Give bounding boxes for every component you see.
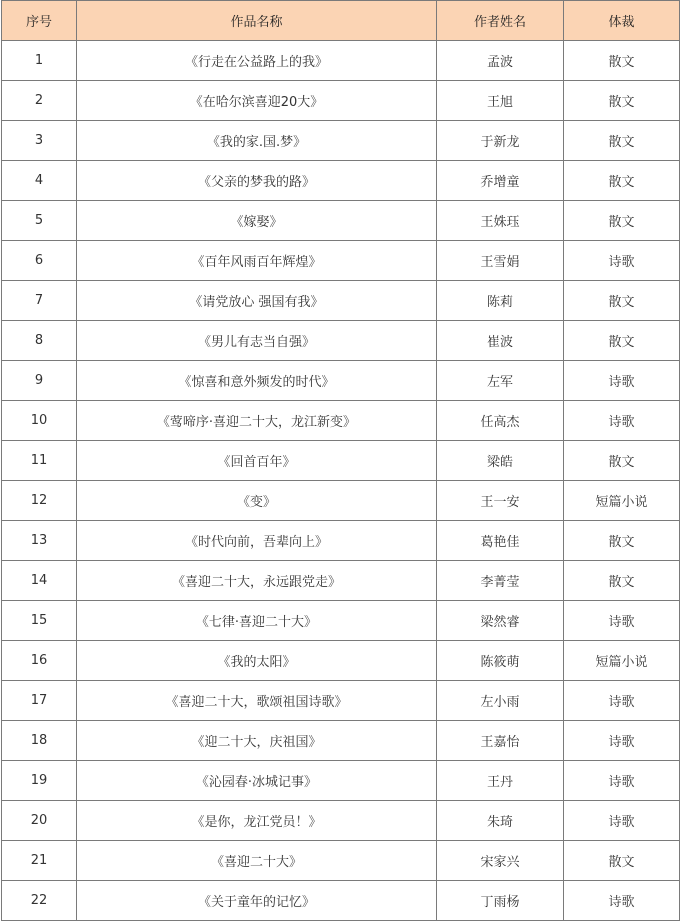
- table-row: [2, 481, 680, 521]
- cell-index: 5: [2, 201, 77, 241]
- table-row: [2, 161, 680, 201]
- cell-title: 《男儿有志当自强》: [77, 321, 437, 361]
- cell-index: 11: [2, 441, 77, 481]
- cell-genre: 诗歌: [564, 401, 680, 441]
- cell-genre: 诗歌: [564, 801, 680, 841]
- cell-title: 《沁园春·冰城记事》: [77, 761, 437, 801]
- cell-genre: 诗歌: [564, 601, 680, 641]
- table-row: [2, 241, 680, 281]
- cell-genre: 诗歌: [564, 361, 680, 401]
- table-row: [2, 121, 680, 161]
- header-genre: 体裁: [564, 1, 680, 41]
- cell-title: 《请党放心 强国有我》: [77, 281, 437, 321]
- cell-index: 6: [2, 241, 77, 281]
- cell-author: 陈筱萌: [437, 641, 564, 681]
- cell-title: 《变》: [77, 481, 437, 521]
- cell-title: 《行走在公益路上的我》: [77, 41, 437, 81]
- cell-author: 王雪娟: [437, 241, 564, 281]
- cell-index: 13: [2, 521, 77, 561]
- cell-index: 19: [2, 761, 77, 801]
- cell-author: 乔增童: [437, 161, 564, 201]
- cell-index: 4: [2, 161, 77, 201]
- cell-author: 王旭: [437, 81, 564, 121]
- cell-index: 14: [2, 561, 77, 601]
- cell-index: 2: [2, 81, 77, 121]
- cell-title: 《是你，龙江党员！》: [77, 801, 437, 841]
- cell-index: 10: [2, 401, 77, 441]
- cell-genre: 散文: [564, 521, 680, 561]
- header-row: [2, 1, 680, 41]
- cell-title: 《我的太阳》: [77, 641, 437, 681]
- cell-title: 《在哈尔滨喜迎20大》: [77, 81, 437, 121]
- cell-index: 1: [2, 41, 77, 81]
- cell-title: 《关于童年的记忆》: [77, 881, 437, 921]
- cell-title: 《七律·喜迎二十大》: [77, 601, 437, 641]
- table-row: [2, 761, 680, 801]
- cell-author: 左小雨: [437, 681, 564, 721]
- table-row: [2, 881, 680, 921]
- cell-index: 22: [2, 881, 77, 921]
- cell-index: 21: [2, 841, 77, 881]
- cell-genre: 诗歌: [564, 721, 680, 761]
- cell-index: 3: [2, 121, 77, 161]
- cell-title: 《我的家.国.梦》: [77, 121, 437, 161]
- table-row: [2, 801, 680, 841]
- cell-genre: 散文: [564, 441, 680, 481]
- cell-index: 9: [2, 361, 77, 401]
- cell-index: 7: [2, 281, 77, 321]
- cell-title: 《喜迎二十大，歌颂祖国诗歌》: [77, 681, 437, 721]
- header-index: 序号: [2, 1, 77, 41]
- header-title: 作品名称: [77, 1, 437, 41]
- table-row: [2, 81, 680, 121]
- table-row: [2, 601, 680, 641]
- cell-title: 《喜迎二十大，永远跟党走》: [77, 561, 437, 601]
- cell-genre: 诗歌: [564, 681, 680, 721]
- cell-author: 王姝珏: [437, 201, 564, 241]
- cell-title: 《回首百年》: [77, 441, 437, 481]
- cell-author: 丁雨杨: [437, 881, 564, 921]
- cell-genre: 散文: [564, 841, 680, 881]
- cell-genre: 散文: [564, 161, 680, 201]
- header-author: 作者姓名: [437, 1, 564, 41]
- cell-author: 朱琦: [437, 801, 564, 841]
- cell-genre: 散文: [564, 81, 680, 121]
- cell-author: 王丹: [437, 761, 564, 801]
- cell-author: 宋家兴: [437, 841, 564, 881]
- cell-genre: 短篇小说: [564, 641, 680, 681]
- cell-index: 18: [2, 721, 77, 761]
- cell-title: 《父亲的梦我的路》: [77, 161, 437, 201]
- cell-index: 15: [2, 601, 77, 641]
- cell-author: 李菁莹: [437, 561, 564, 601]
- cell-index: 17: [2, 681, 77, 721]
- cell-author: 梁然睿: [437, 601, 564, 641]
- cell-index: 16: [2, 641, 77, 681]
- table-row: [2, 441, 680, 481]
- table-row: [2, 681, 680, 721]
- cell-author: 任高杰: [437, 401, 564, 441]
- cell-genre: 散文: [564, 281, 680, 321]
- cell-genre: 散文: [564, 561, 680, 601]
- table-row: [2, 641, 680, 681]
- cell-author: 陈莉: [437, 281, 564, 321]
- table-row: [2, 201, 680, 241]
- cell-genre: 散文: [564, 321, 680, 361]
- table-row: [2, 841, 680, 881]
- cell-title: 《迎二十大，庆祖国》: [77, 721, 437, 761]
- cell-author: 王嘉怡: [437, 721, 564, 761]
- cell-index: 8: [2, 321, 77, 361]
- cell-author: 崔波: [437, 321, 564, 361]
- table-row: [2, 281, 680, 321]
- table-body: [2, 41, 680, 921]
- table-row: [2, 561, 680, 601]
- cell-author: 葛艳佳: [437, 521, 564, 561]
- table-row: [2, 321, 680, 361]
- table-row: [2, 521, 680, 561]
- cell-title: 《百年风雨百年辉煌》: [77, 241, 437, 281]
- table-row: [2, 721, 680, 761]
- cell-author: 于新龙: [437, 121, 564, 161]
- cell-genre: 短篇小说: [564, 481, 680, 521]
- cell-index: 20: [2, 801, 77, 841]
- cell-genre: 诗歌: [564, 881, 680, 921]
- table-row: [2, 401, 680, 441]
- cell-author: 王一安: [437, 481, 564, 521]
- cell-title: 《惊喜和意外频发的时代》: [77, 361, 437, 401]
- cell-author: 孟波: [437, 41, 564, 81]
- cell-title: 《喜迎二十大》: [77, 841, 437, 881]
- cell-genre: 散文: [564, 201, 680, 241]
- table-row: [2, 361, 680, 401]
- cell-author: 左军: [437, 361, 564, 401]
- works-table: [1, 0, 680, 921]
- table-row: [2, 41, 680, 81]
- cell-index: 12: [2, 481, 77, 521]
- cell-author: 梁皓: [437, 441, 564, 481]
- cell-genre: 诗歌: [564, 241, 680, 281]
- cell-genre: 诗歌: [564, 761, 680, 801]
- cell-title: 《莺啼序·喜迎二十大，龙江新变》: [77, 401, 437, 441]
- cell-title: 《嫁娶》: [77, 201, 437, 241]
- cell-genre: 散文: [564, 121, 680, 161]
- cell-genre: 散文: [564, 41, 680, 81]
- cell-title: 《时代向前，吾辈向上》: [77, 521, 437, 561]
